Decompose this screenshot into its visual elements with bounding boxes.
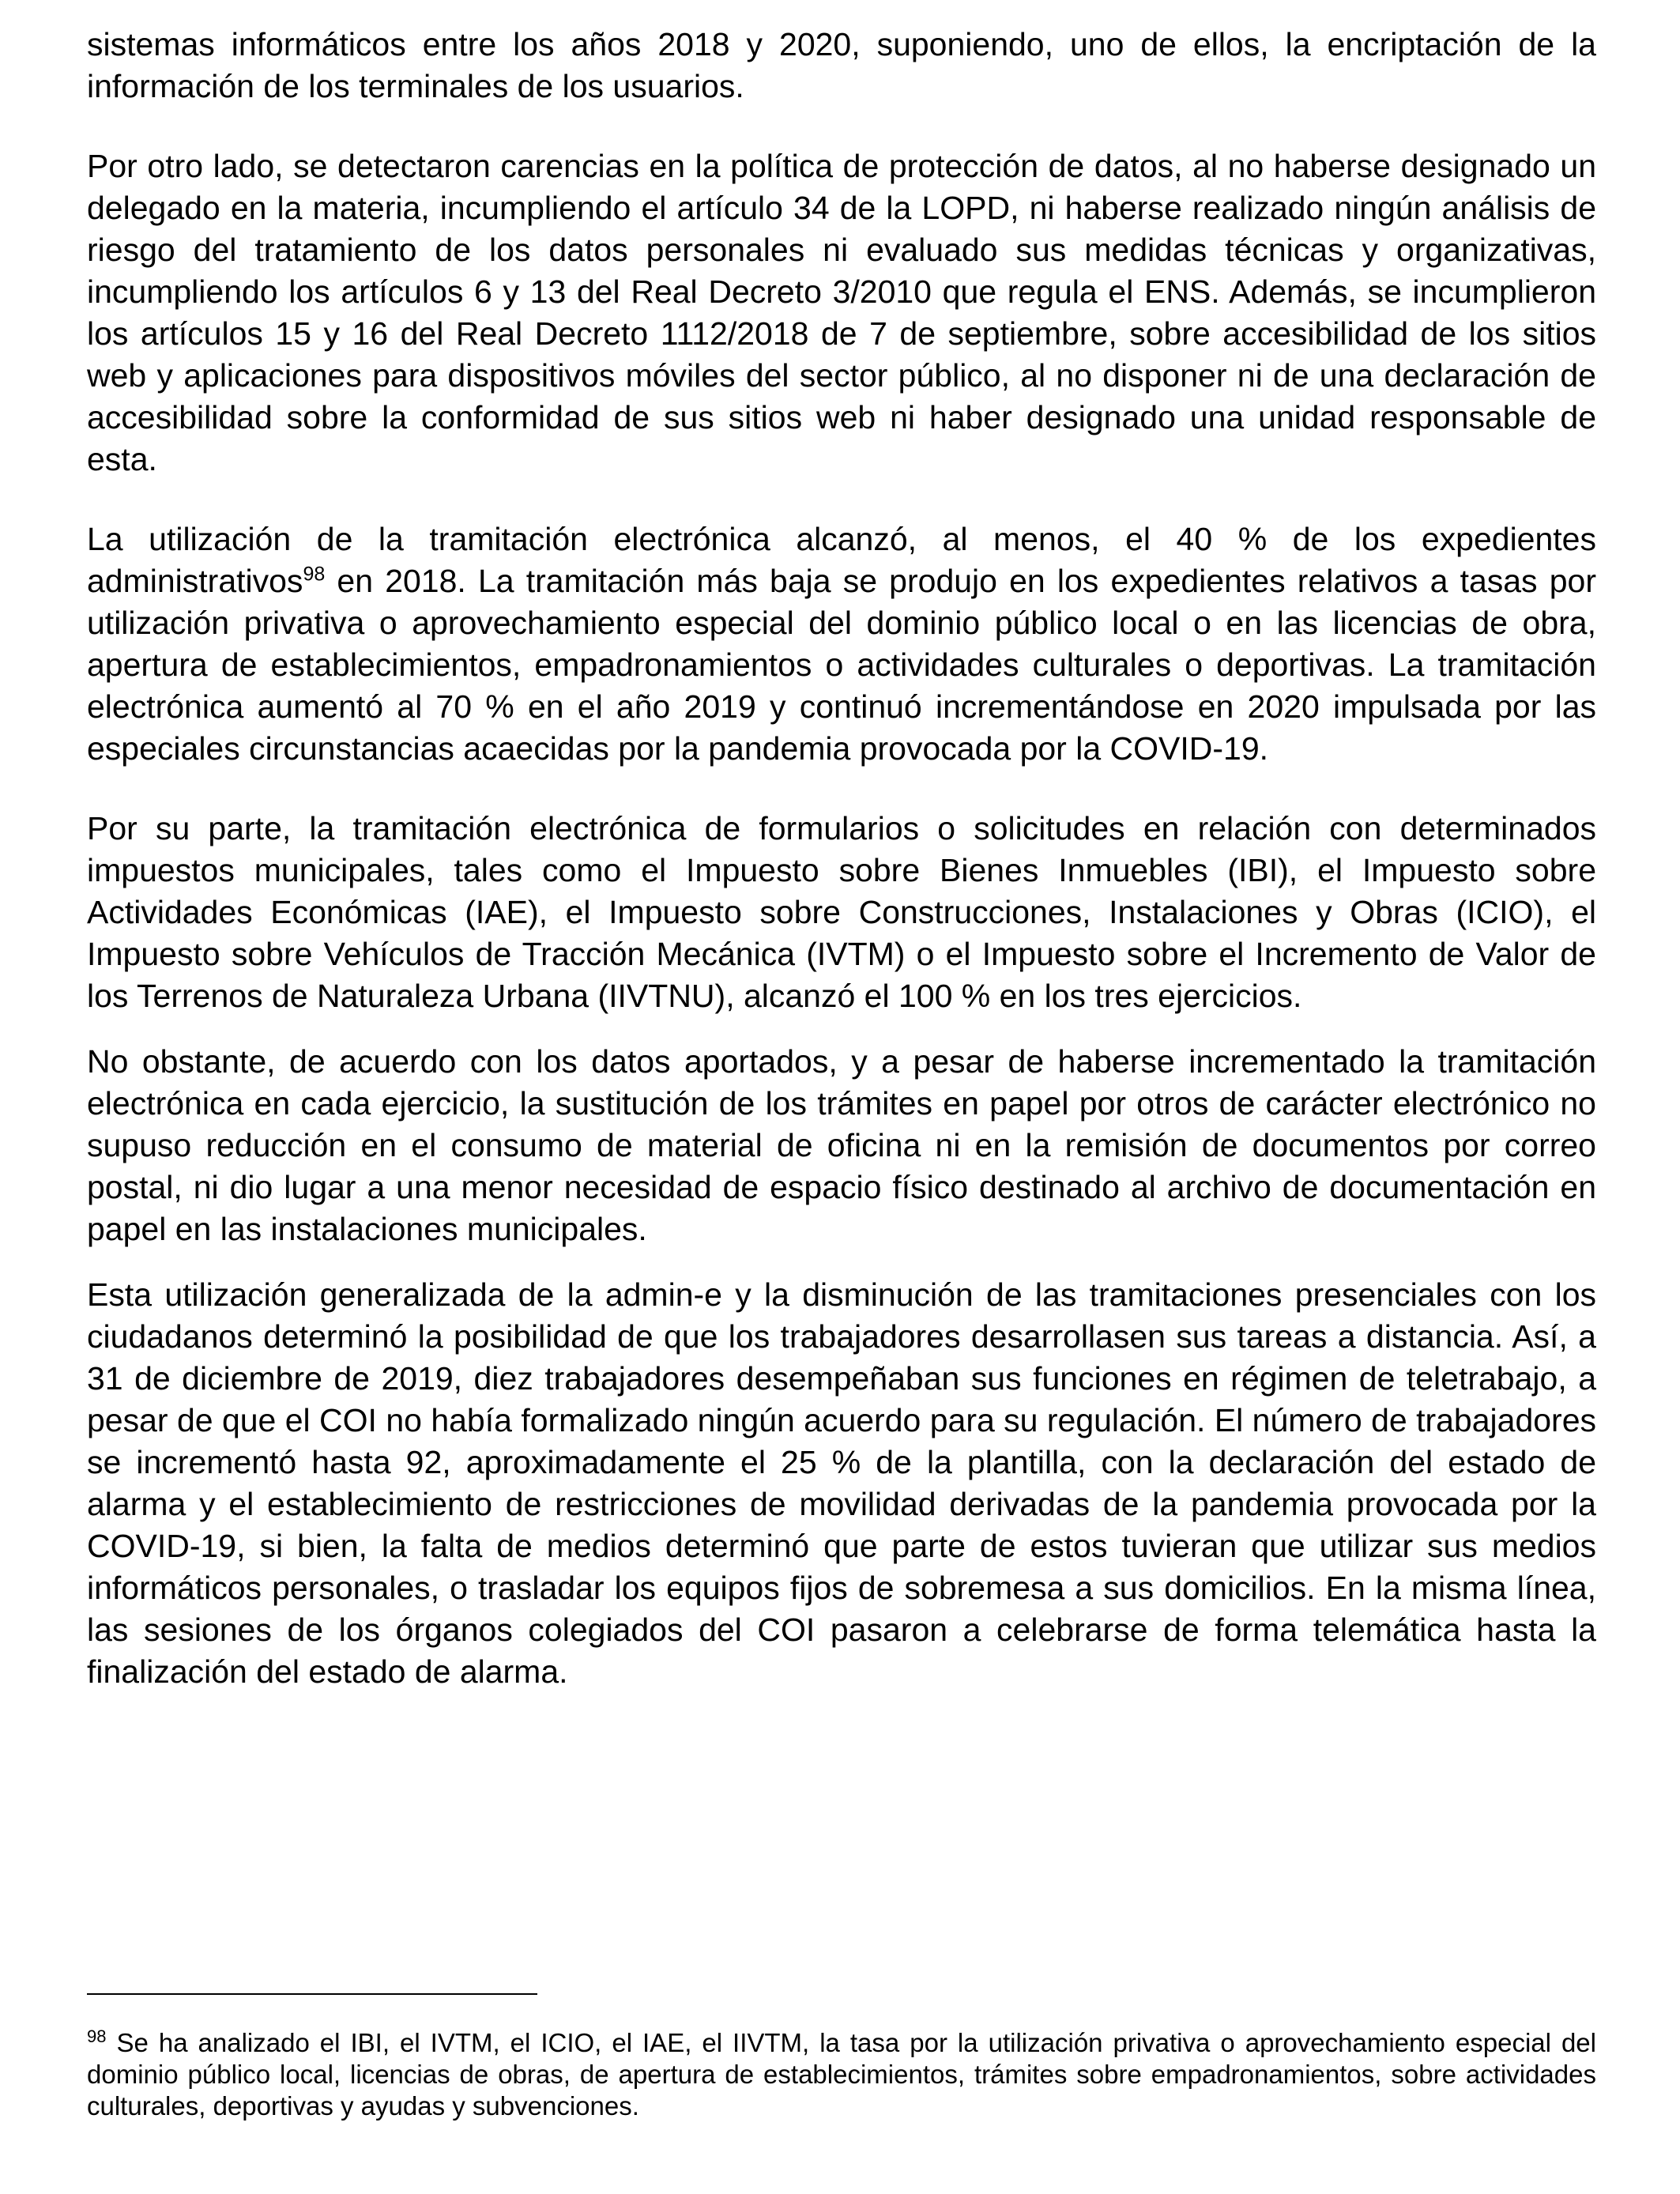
- paragraph-3: [87, 518, 1596, 770]
- footnote-separator: [87, 1993, 537, 1995]
- paragraph-5: No obstante, de acuerdo con los datos aportados, y a pesar de haberse incrementado la tramitación electrónica en cada ejercicio, la sustitución de los trámites en papel por otros de carácter electrónico no supuso reducción en el consumo de material de oficina ni en la remisión de documentos por correo postal, ni dio lugar a una menor necesidad de espacio físico destinado al archivo de documentación en papel en las instalaciones municipales.: [87, 1043, 1596, 1247]
- footnote-98: [87, 2027, 1596, 2122]
- footnote-reference-98[interactable]: 98: [303, 563, 326, 586]
- footnote-text: Se ha analizado el IBI, el IVTM, el ICIO, el IAE, el IIVTM, la tasa por la utilización privativa o aprovechamiento especial del dominio público local, licencias de obras, de apertura de establecimientos, trámites sobre empadronamientos, sobre actividades culturales, deportivas y ayudas y subvenciones.: [87, 2028, 1596, 2120]
- paragraph-6: Esta utilización generalizada de la admin-e y la disminución de las tramitaciones presenciales con los ciudadanos determinó la posibilidad de que los trabajadores desarrollasen sus tareas a distancia. Así, a 31 de diciembre de 2019, diez trabajadores desempeñaban sus funciones en régimen de teletrabajo, a pesar de que el COI no había formalizado ningún acuerdo para su regulación. El número de trabajadores se incrementó hasta 92, aproximadamente el 25 % de la plantilla, con la declaración del estado de alarma y el establecimiento de restricciones de movilidad derivadas de la pandemia provocada por la COVID-19, si bien, la falta de medios determinó que parte de estos tuvieran que utilizar sus medios informáticos personales, o trasladar los equipos fijos de sobremesa a sus domicilios. En la misma línea, las sesiones de los órganos colegiados del COI pasaron a celebrarse de forma telemática hasta la finalización del estado de alarma.: [87, 1276, 1596, 1690]
- paragraph-2: Por otro lado, se detectaron carencias en la política de protección de datos, al no haberse designado un delegado en la materia, incumpliendo el artículo 34 de la LOPD, ni haberse realizado ningún análisis de riesgo del tratamiento de los datos personales ni evaluado sus medidas técnicas y organizativas, incumpliendo los artículos 6 y 13 del Real Decreto 3/2010 que regula el ENS. Además, se incumplieron los artículos 15 y 16 del Real Decreto 1112/2018 de 7 de septiembre, sobre accesibilidad de los sitios web y aplicaciones para dispositivos móviles del sector público, al no disponer ni de una declaración de accesibilidad sobre la conformidad de sus sitios web ni haber designado una unidad responsable de esta.: [87, 148, 1596, 477]
- paragraph-4: Por su parte, la tramitación electrónica de formularios o solicitudes en relación con determinados impuestos municipales, tales como el Impuesto sobre Bienes Inmuebles (IBI), el Impuesto sobre Actividades Económicas (IAE), el Impuesto sobre Construcciones, Instalaciones y Obras (ICIO), el Impuesto sobre Vehículos de Tracción Mecánica (IVTM) o el Impuesto sobre el Incremento de Valor de los Terrenos de Naturaleza Urbana (IIVTNU), alcanzó el 100 % en los tres ejercicios.: [87, 810, 1596, 1014]
- document-body: [87, 24, 1596, 1693]
- paragraph-3-text-end: en 2018. La tramitación más baja se produjo en los expedientes relativos a tasas por utilización privativa o aprovechamiento especial del dominio público local o en las licencias de obra, apertura de establecimientos, empadronamientos o actividades culturales o deportivas. La tramitación electrónica aumentó al 70 % en el año 2019 y continuó incrementándose en 2020 impulsada por las especiales circunstancias acaecidas por la pandemia provocada por la COVID-19.: [87, 563, 1596, 767]
- footnote-number: 98: [87, 2026, 107, 2046]
- paragraph-3-text-start: La utilización de la tramitación electrónica alcanzó, al menos, el 40 % de los expedientes administrativos: [87, 521, 1596, 599]
- paragraph-1: sistemas informáticos entre los años 2018 y 2020, suponiendo, uno de ellos, la encriptación de la información de los terminales de los usuarios.: [87, 26, 1596, 104]
